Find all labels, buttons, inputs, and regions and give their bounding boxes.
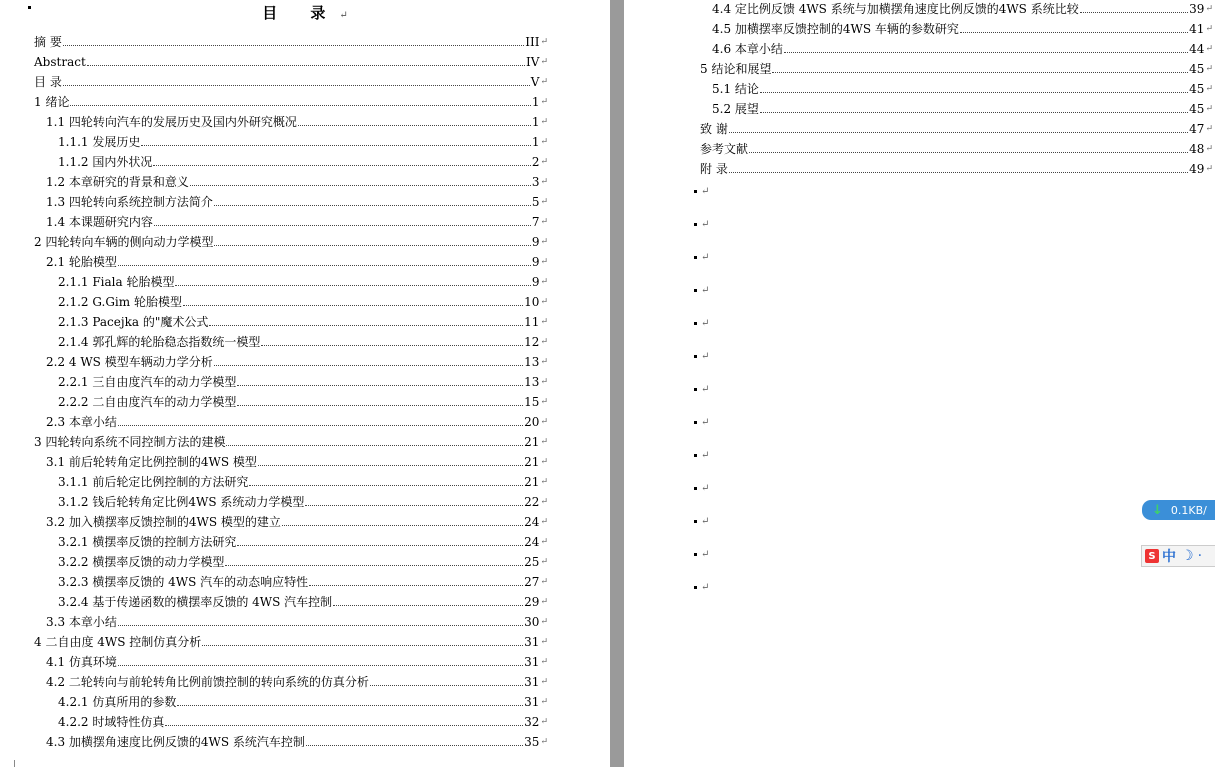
toc-entry-page: 1 [531, 115, 540, 129]
toc-entry-title: 2.1.4 郭孔辉的轮胎稳态指数统一模型 [58, 335, 261, 349]
toc-entry-page: 9 [531, 275, 540, 289]
paragraph-mark-icon: ↵ [540, 97, 548, 107]
paragraph-mark-icon: ↵ [540, 137, 548, 147]
toc-entry-page: 45 [1189, 82, 1205, 96]
paragraph-mark-icon: ↵ [540, 597, 548, 607]
toc-entry-page: 29 [524, 595, 540, 609]
toc-entry[interactable] [46, 731, 548, 749]
toc-leader-dots [165, 725, 523, 726]
paragraph-mark-icon: ↵ [540, 517, 548, 527]
toc-entry-title: 附 录 [700, 162, 728, 176]
paragraph-mark-icon: ↵ [1205, 124, 1213, 134]
toc-entry-title: 3.2.1 横摆率反馈的控制方法研究 [58, 535, 237, 549]
toc-entry-page: 31 [524, 695, 540, 709]
toc-entry-title: 参考文献 [700, 142, 749, 156]
toc-entry[interactable] [712, 38, 1213, 56]
paragraph-mark-icon: ↵ [540, 557, 548, 567]
toc-leader-dots [175, 285, 530, 286]
toc-entry[interactable] [46, 351, 548, 369]
toc-entry[interactable] [58, 531, 548, 549]
toc-entry[interactable] [34, 91, 548, 109]
toc-entry[interactable] [58, 391, 548, 409]
paragraph-mark-icon: ↵ [540, 577, 548, 587]
paragraph-mark-icon: ↵ [540, 217, 548, 227]
toc-entry[interactable] [58, 131, 548, 149]
toc-entry[interactable] [58, 271, 548, 289]
toc-entry[interactable] [34, 231, 548, 249]
toc-leader-dots [237, 385, 523, 386]
empty-paragraph-mark: ↵ [694, 318, 709, 329]
empty-paragraph-mark: ↵ [694, 219, 709, 230]
toc-entry-title: 2.1.3 Pacejka 的"魔术公式 [58, 315, 209, 329]
toc-entry-page: 31 [524, 655, 540, 669]
paragraph-mark-icon: ↵ [540, 117, 548, 127]
toc-entry-page: 10 [524, 295, 540, 309]
ime-logo-icon[interactable]: S [1145, 549, 1159, 563]
toc-leader-dots [729, 132, 1188, 133]
paragraph-mark-icon: ↵ [540, 157, 548, 167]
toc-entry-page: 9 [531, 255, 540, 269]
ime-toolbar[interactable] [1141, 545, 1215, 567]
toc-entry[interactable] [46, 171, 548, 189]
paragraph-mark-icon: ↵ [1205, 84, 1213, 94]
empty-paragraph-mark: ↵ [694, 582, 709, 593]
paragraph-mark-icon: ↵ [540, 297, 548, 307]
toc-entry-title: 目 录 [34, 75, 62, 89]
toc-entry-title: 4.2.2 时域特性仿真 [58, 715, 165, 729]
toc-entry-page: 5 [531, 195, 540, 209]
empty-paragraph-mark: ↵ [694, 417, 709, 428]
download-arrow-icon: ↓ [1152, 502, 1163, 518]
toc-leader-dots [214, 245, 530, 246]
toc-entry-page: 30 [524, 615, 540, 629]
paragraph-mark-icon: ↵ [540, 317, 548, 327]
toc-entry-page: 22 [524, 495, 540, 509]
toc-entry[interactable] [58, 151, 548, 169]
empty-paragraph-mark: ↵ [694, 549, 709, 560]
toc-leader-dots [729, 172, 1188, 173]
toc-entry-page: 39 [1189, 2, 1205, 16]
toc-entry-title: 3.1.1 前后轮定比例控制的方法研究 [58, 475, 249, 489]
toc-entry[interactable] [700, 158, 1213, 176]
toc-entry-title: 3.2.3 横摆率反馈的 4WS 汽车的动态响应特性 [58, 575, 309, 589]
toc-entry-page: 27 [524, 575, 540, 589]
toc-leader-dots [298, 125, 531, 126]
toc-entry-page: 41 [1189, 22, 1205, 36]
paragraph-mark-icon: ↵ [540, 617, 548, 627]
empty-paragraph-mark: ↵ [694, 450, 709, 461]
toc-leader-dots [1080, 12, 1188, 13]
toc-leader-dots [237, 545, 523, 546]
toc-entry-page: 35 [524, 735, 540, 749]
toc-entry[interactable] [46, 611, 548, 629]
toc-entry-page: 45 [1189, 62, 1205, 76]
toc-entry-title: 3.2 加入横摆率反馈控制的4WS 模型的建立 [46, 515, 281, 529]
toc-entry[interactable] [58, 711, 548, 729]
download-speed-label: 0.1KB/ [1170, 503, 1207, 517]
toc-entry[interactable] [34, 51, 548, 69]
toc-entry-title: 1.2 本章研究的背景和意义 [46, 175, 189, 189]
toc-leader-dots [749, 152, 1188, 153]
toc-entry[interactable] [58, 291, 548, 309]
toc-leader-dots [70, 105, 530, 106]
toc-entry[interactable] [58, 331, 548, 349]
toc-entry-page: III [525, 35, 540, 49]
toc-entry[interactable] [712, 0, 1213, 16]
toc-entry-page: 24 [524, 515, 540, 529]
toc-leader-dots [784, 52, 1188, 53]
paragraph-mark-icon: ↵ [540, 397, 548, 407]
toc-entry-page: 32 [524, 715, 540, 729]
toc-entry-page: 1 [531, 95, 540, 109]
toc-entry-page: 15 [524, 395, 540, 409]
empty-paragraph-mark: ↵ [694, 384, 709, 395]
toc-entry-title: 5.1 结论 [712, 82, 759, 96]
toc-entry-title: 4.5 加横摆率反馈控制的4WS 车辆的参数研究 [712, 22, 959, 36]
toc-entry[interactable] [712, 98, 1213, 116]
toc-entry-title: 3.3 本章小结 [46, 615, 117, 629]
toc-entry-page: 31 [524, 675, 540, 689]
toc-entry-page: 20 [524, 415, 540, 429]
toc-leader-dots [118, 265, 531, 266]
toc-entry-page: 45 [1189, 102, 1205, 116]
toc-entry[interactable] [700, 118, 1213, 136]
toc-entry-title: 致 谢 [700, 122, 728, 136]
toc-leader-dots [261, 345, 523, 346]
toc-entry-page: V [530, 75, 540, 89]
toc-entry[interactable] [46, 511, 548, 529]
toc-entry[interactable] [700, 138, 1213, 156]
toc-entry-page: 31 [524, 635, 540, 649]
toc-entry-page: 49 [1189, 162, 1205, 176]
toc-entry-page: 21 [524, 435, 540, 449]
toc-entry[interactable] [58, 691, 548, 709]
toc-leader-dots [760, 112, 1188, 113]
paragraph-mark-icon: ↵ [540, 657, 548, 667]
toc-entry-title: 2.1 轮胎模型 [46, 255, 117, 269]
paragraph-mark-icon: ↵ [1205, 4, 1213, 14]
toc-entry[interactable] [58, 571, 548, 589]
paragraph-mark-icon: ↵ [540, 277, 548, 287]
document-page-right[interactable] [624, 0, 1215, 767]
paragraph-mark-icon: ↵ [1205, 164, 1213, 174]
toc-entry-title: 2.3 本章小结 [46, 415, 117, 429]
paragraph-mark-icon: ↵ [540, 437, 548, 447]
paragraph-mark-icon: ↵ [540, 497, 548, 507]
toc-leader-dots [63, 45, 524, 46]
toc-entry-title: 3.1 前后轮转角定比例控制的4WS 模型 [46, 455, 257, 469]
toc-leader-dots [960, 32, 1188, 33]
toc-entry[interactable] [58, 591, 548, 609]
paragraph-mark-icon: ↵ [540, 257, 548, 267]
toc-entry-title: 3.1.2 钱后轮转角定比例4WS 系统动力学模型 [58, 495, 305, 509]
download-speed-widget[interactable] [1142, 500, 1215, 520]
toc-entry-title: 4 二自由度 4WS 控制仿真分析 [34, 635, 202, 649]
paragraph-mark-icon: ↵ [540, 197, 548, 207]
toc-leader-dots [118, 625, 523, 626]
toc-entry-title: 2.2.2 二自由度汽车的动力学模型 [58, 395, 237, 409]
toc-entry-page: 12 [524, 335, 540, 349]
toc-entry-page: 25 [524, 555, 540, 569]
toc-entry-title: 3.2.4 基于传递函数的横摆率反馈的 4WS 汽车控制 [58, 595, 333, 609]
toc-entry-title: 1.1 四轮转向汽车的发展历史及国内外研究概况 [46, 115, 297, 129]
paragraph-mark-icon: ↵ [540, 357, 548, 367]
toc-leader-dots [214, 205, 531, 206]
paragraph-mark-icon: ↵ [1205, 64, 1213, 74]
toc-leader-dots [282, 525, 523, 526]
toc-entry-page: 2 [531, 155, 540, 169]
toc-entry-page: 3 [531, 175, 540, 189]
paragraph-mark-icon: ↵ [1205, 144, 1213, 154]
toc-entry[interactable] [46, 111, 548, 129]
toc-entry[interactable] [712, 78, 1213, 96]
toc-entry-title: 2 四轮转向车辆的侧向动力学模型 [34, 235, 214, 249]
toc-leader-dots [190, 185, 531, 186]
toc-entry-title: 4.3 加横摆角速度比例反馈的4WS 系统汽车控制 [46, 735, 305, 749]
toc-entry[interactable] [58, 471, 548, 489]
paragraph-mark-icon: ↵ [540, 177, 548, 187]
toc-leader-dots [177, 705, 523, 706]
paragraph-mark-icon: ↵ [1205, 44, 1213, 54]
toc-leader-dots [306, 745, 523, 746]
toc-leader-dots [202, 645, 523, 646]
paragraph-mark-icon: ↵ [1205, 24, 1213, 34]
toc-leader-dots [141, 145, 530, 146]
toc-entry-title: 4.1 仿真环境 [46, 655, 117, 669]
toc-entry-title: 1.3 四轮转向系统控制方法简介 [46, 195, 213, 209]
toc-entry[interactable] [34, 71, 548, 89]
toc-title: 目 录↵ [262, 4, 348, 22]
toc-entry[interactable] [34, 431, 548, 449]
toc-entry-title: 1.1.2 国内外状况 [58, 155, 153, 169]
toc-leader-dots [772, 72, 1188, 73]
toc-leader-dots [63, 85, 530, 86]
toc-entry[interactable] [34, 631, 548, 649]
toc-entry[interactable] [46, 411, 548, 429]
toc-entry-title: 2.2 4 WS 模型车辆动力学分析 [46, 355, 213, 369]
toc-leader-dots [309, 585, 523, 586]
toc-leader-dots [118, 425, 523, 426]
toc-leader-dots [237, 405, 523, 406]
empty-paragraph-mark: ↵ [694, 285, 709, 296]
ime-moon-icon[interactable]: ☽ [1181, 548, 1194, 564]
paragraph-mark-icon: ↵ [540, 377, 548, 387]
toc-leader-dots [214, 365, 523, 366]
toc-entry-page: 24 [524, 535, 540, 549]
paragraph-mark-icon: ↵ [540, 697, 548, 707]
toc-entry[interactable] [46, 211, 548, 229]
toc-entry[interactable] [712, 18, 1213, 36]
toc-leader-dots [118, 665, 523, 666]
paragraph-mark-icon: ↵ [540, 457, 548, 467]
toc-entry-title: 3.2.2 横摆率反馈的动力学模型 [58, 555, 225, 569]
ime-punct-icon[interactable]: · [1197, 548, 1203, 564]
toc-entry-title: 1 绪论 [34, 95, 70, 109]
toc-entry-title: 1.1.1 发展历史 [58, 135, 141, 149]
ime-mode-toggle[interactable]: 中 [1162, 549, 1176, 565]
toc-entry[interactable] [46, 251, 548, 269]
paragraph-mark-icon: ↵ [1205, 104, 1213, 114]
empty-paragraph-mark: ↵ [694, 516, 709, 527]
toc-entry-title: 5.2 展望 [712, 102, 759, 116]
toc-entry-title: 1.4 本课题研究内容 [46, 215, 153, 229]
paragraph-mark-icon: ↵ [540, 677, 548, 687]
paragraph-mark-icon: ↵ [540, 77, 548, 87]
toc-entry-title: 4.2.1 仿真所用的参数 [58, 695, 177, 709]
toc-entry-title: 2.1.1 Fiala 轮胎模型 [58, 275, 175, 289]
toc-entry[interactable] [58, 311, 548, 329]
toc-entry-page: 9 [531, 235, 540, 249]
paragraph-mark-icon: ↵ [540, 37, 548, 47]
paragraph-mark-icon: ↵ [540, 57, 548, 67]
toc-entry-page: 11 [524, 315, 540, 329]
toc-entry[interactable] [46, 191, 548, 209]
paragraph-mark-icon: ↵ [540, 237, 548, 247]
toc-entry[interactable] [34, 31, 548, 49]
empty-paragraph-mark: ↵ [694, 186, 709, 197]
toc-leader-dots [87, 65, 525, 66]
toc-entry[interactable] [46, 651, 548, 669]
paragraph-mark-icon: ↵ [540, 717, 548, 727]
paragraph-mark-icon: ↵ [540, 537, 548, 547]
toc-entry-title: 4.4 定比例反馈 4WS 系统与加横摆角速度比例反馈的4WS 系统比较 [712, 2, 1079, 16]
empty-paragraph-mark: ↵ [694, 483, 709, 494]
toc-entry-title: 摘 要 [34, 35, 62, 49]
toc-entry-title: Abstract [34, 55, 86, 69]
toc-entry-title: 3 四轮转向系统不同控制方法的建模 [34, 435, 226, 449]
toc-leader-dots [154, 225, 531, 226]
toc-leader-dots [333, 605, 523, 606]
toc-entry-title: 5 结论和展望 [700, 62, 772, 76]
toc-entry-title: 2.2.1 三自由度汽车的动力学模型 [58, 375, 237, 389]
paragraph-mark-icon: ↵ [540, 737, 548, 747]
toc-leader-dots [305, 505, 523, 506]
toc-leader-dots [258, 465, 523, 466]
toc-entry-page: 21 [524, 475, 540, 489]
toc-entry-title: 4.2 二轮转向与前轮转角比例前馈控制的转向系统的仿真分析 [46, 675, 369, 689]
empty-paragraph-mark: ↵ [694, 252, 709, 263]
toc-entry-page: 47 [1189, 122, 1205, 136]
paragraph-mark-icon: ↵ [540, 477, 548, 487]
toc-entry-page: 13 [524, 355, 540, 369]
toc-leader-dots [183, 305, 523, 306]
toc-entry[interactable] [58, 491, 548, 509]
toc-leader-dots [226, 445, 523, 446]
empty-paragraph-mark: ↵ [694, 351, 709, 362]
toc-leader-dots [760, 92, 1188, 93]
toc-leader-dots [209, 325, 523, 326]
paragraph-mark-icon: ↵ [540, 337, 548, 347]
toc-entry-page: 7 [531, 215, 540, 229]
toc-leader-dots [225, 565, 523, 566]
toc-entry-page: 48 [1189, 142, 1205, 156]
toc-entry[interactable] [58, 551, 548, 569]
toc-entry[interactable] [700, 58, 1213, 76]
toc-leader-dots [153, 165, 530, 166]
toc-leader-dots [249, 485, 523, 486]
toc-entry[interactable] [46, 671, 548, 689]
toc-entry-title: 2.1.2 G.Gim 轮胎模型 [58, 295, 182, 309]
paragraph-mark-icon: ↵ [540, 417, 548, 427]
toc-entry-title: 4.6 本章小结 [712, 42, 783, 56]
paragraph-mark-icon: ↵ [540, 637, 548, 647]
toc-entry-page: 21 [524, 455, 540, 469]
toc-entry-page: IV [526, 55, 540, 69]
toc-entry-page: 44 [1189, 42, 1205, 56]
toc-entry-page: 1 [531, 135, 540, 149]
page-gap [610, 0, 624, 767]
toc-entry[interactable] [58, 371, 548, 389]
toc-leader-dots [370, 685, 523, 686]
toc-entry[interactable] [46, 451, 548, 469]
toc-entry-page: 13 [524, 375, 540, 389]
